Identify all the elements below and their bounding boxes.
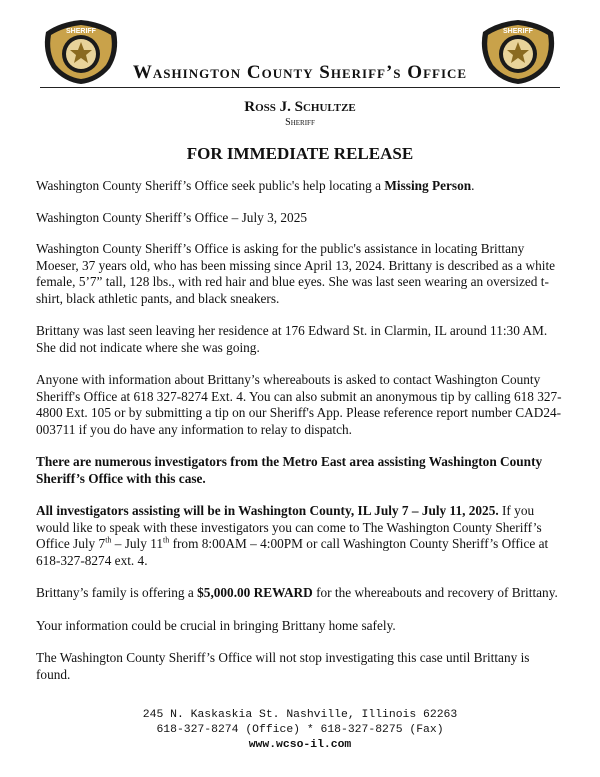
paragraph-contact: Anyone with information about Brittany’s whereabouts is asked to contact Washington County Sheriff's Office at 618 327-8274 Ext. 4. You can also submit an anonymous tip by calling 618 327-4800 Ext. 105 or by submitting a tip on our Sheriff's App. Please reference report number CAD24-003711 if you do have any information to relay to dispatch. (36, 372, 562, 437)
investigators-bold: There are numerous investigators from the Metro East area assisting Washington County Sheriff’s Office with this case. (36, 454, 543, 486)
paragraph-description: Washington County Sheriff’s Office is asking for the public's assistance in locating Brittany Moeser, 37 years old, who has been missing since April 13, 2024. Brittany is described as a white female, 5’7” tall, 128 lbs., with red hair and blue eyes. She was last seen wearing an oversized t-shirt, black athletic pants, and black sneakers. (36, 241, 556, 306)
footer-address: 245 N. Kaskaskia St. Nashville, Illinois 62263 (142, 709, 458, 721)
agency-title: Washington County Sheriff’s Office (132, 62, 468, 83)
paragraph-reward (36, 585, 566, 602)
footer-website-link[interactable]: www.wcso-il.com (248, 739, 352, 751)
svg-text:SHERIFF: SHERIFF (66, 28, 96, 35)
sheriff-name: Ross J. Schultze (244, 99, 356, 115)
paragraph-last-seen: Brittany was last seen leaving her residence at 176 Edward St. in Clarmin, IL around 11:30 AM. She did not indicate where she was going. (36, 323, 548, 355)
paragraph-investigators (36, 454, 566, 487)
sheriff-title: Sheriff (285, 117, 315, 128)
schedule-sup-1: th (105, 535, 112, 545)
footer-phones: 618-327-8274 (Office) * 618-327-8275 (Fax) (156, 724, 444, 736)
paragraph-crucial: Your information could be crucial in bringing Brittany home safely. (36, 617, 396, 633)
intro-bold: Missing Person (384, 178, 472, 193)
schedule-text-a: If you would like to speak with these investigators you can come to The Washington County Sheriff’s Office July 7 (36, 503, 542, 551)
paragraph-dateline: Washington County Sheriff’s Office – July 3, 2025 (36, 209, 308, 225)
intro-end: . (471, 178, 475, 193)
reward-amount: $5,000.00 REWARD (197, 585, 313, 600)
release-heading: FOR IMMEDIATE RELEASE (186, 144, 414, 163)
schedule-sup-2: th (163, 535, 170, 545)
press-release-body (36, 178, 566, 699)
intro-text: Washington County Sheriff’s Office seek public's help locating a (36, 178, 385, 193)
footer (0, 708, 600, 753)
schedule-text-c: from 8:00AM – 4:00PM or call Washington County Sheriff’s Office at 618-327-8274 ext. 4. (36, 536, 549, 568)
schedule-text-b: – July 11 (111, 536, 164, 551)
header-divider (40, 87, 560, 88)
paragraph-closing: The Washington County Sheriff’s Office will not stop investigating this case until Brittany is found. (36, 650, 530, 682)
reward-text-b: for the whereabouts and recovery of Brittany. (312, 585, 558, 600)
schedule-bold: All investigators assisting will be in Washington County, IL July 7 – July 11, 2025. (36, 503, 499, 518)
reward-text-a: Brittany’s family is offering a (36, 585, 198, 600)
paragraph-schedule (36, 503, 566, 569)
svg-text:SHERIFF: SHERIFF (503, 28, 533, 35)
paragraph-intro (36, 178, 566, 195)
